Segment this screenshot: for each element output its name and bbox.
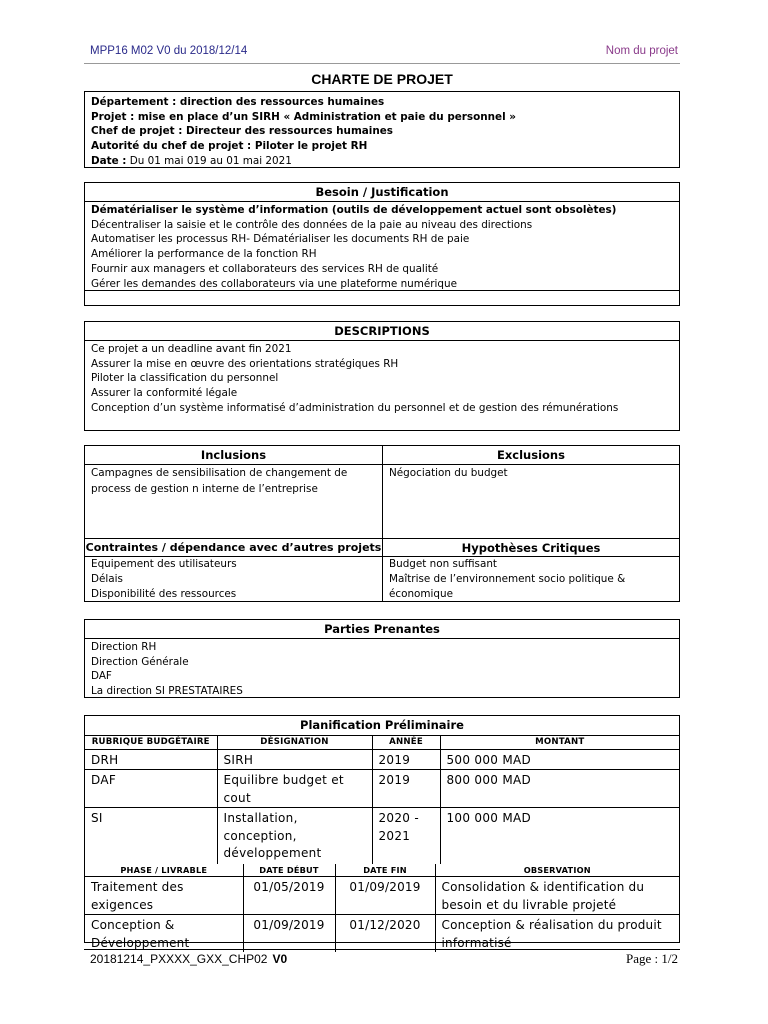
info-project-lead: Chef de projet : Directeur des ressources humaines	[91, 125, 393, 138]
stakeholder-item: DAF	[91, 670, 112, 683]
contrainte-item: Disponibilité des ressources	[91, 588, 237, 600]
page-header	[90, 45, 678, 61]
footer-code: 20181214_PXXXX_GXX_CHP02	[90, 952, 268, 966]
contrainte-item: Délais	[91, 573, 123, 585]
info-date-value: Du 01 mai 019 au 01 mai 2021	[126, 154, 292, 167]
phase-cell: 01/12/2020	[335, 915, 435, 953]
info-authority: Autorité du chef de projet : Piloter le projet RH	[91, 140, 368, 153]
besoin-item: Dématérialiser le système d’information (outils de développement actuel sont obsolètes)	[91, 204, 617, 216]
budget-cell: DAF	[85, 770, 217, 808]
header-divider	[84, 63, 680, 64]
document-reference: MPP16 M02 V0 du 2018/12/14	[90, 45, 248, 57]
scope-section	[84, 445, 680, 602]
description-item: Assurer la conformité légale	[91, 387, 238, 400]
phase-header: OBSERVATION	[435, 864, 679, 877]
exclusions-text: Négociation du budget	[389, 467, 508, 479]
budget-row	[85, 770, 679, 808]
info-project: Projet : mise en place d’un SIRH « Administration et paie du personnel »	[91, 110, 516, 123]
budget-header: RUBRIQUE BUDGÉTAIRE	[85, 736, 217, 749]
budget-header: MONTANT	[440, 736, 679, 749]
besoin-item: Gérer les demandes des collaborateurs via une plateforme numérique	[91, 277, 457, 290]
exclusions-cell	[382, 446, 679, 539]
phase-cell: Conception & réalisation du produit informatisé	[435, 915, 679, 953]
budget-cell: Installation, conception, développement	[217, 808, 372, 864]
besoin-title: Besoin / Justification	[85, 183, 679, 202]
description-item: Ce projet a un deadline avant fin 2021	[91, 343, 292, 355]
besoin-section	[84, 182, 680, 306]
document-title: CHARTE DE PROJET	[311, 71, 453, 87]
phase-cell: Conception & Développement	[85, 915, 243, 953]
budget-table	[85, 736, 679, 864]
contraintes-cell	[85, 538, 382, 601]
budget-cell: 2020 - 2021	[372, 808, 440, 864]
inclusions-text: Campagnes de sensibilisation de changement de process de gestion n interne de l’entreprise	[91, 467, 348, 495]
footer-version: V0	[272, 952, 288, 966]
stakeholders-title: Parties Prenantes	[85, 620, 679, 639]
phase-row	[85, 877, 679, 915]
phase-cell: Traitement des exigences	[85, 877, 243, 915]
info-date-label: Date :	[91, 154, 127, 167]
budget-cell: SI	[85, 808, 217, 864]
phase-cell: Consolidation & identification du besoin et du livrable projeté	[435, 877, 679, 915]
budget-cell: 800 000 MAD	[440, 770, 679, 808]
phase-header-row	[85, 864, 679, 877]
phase-table	[85, 864, 679, 953]
budget-cell: DRH	[85, 749, 217, 770]
stakeholder-item: Direction RH	[91, 641, 157, 653]
besoin-item: Améliorer la performance de la fonction RH	[91, 248, 317, 261]
budget-cell: SIRH	[217, 749, 372, 770]
phase-row	[85, 915, 679, 953]
description-item: Piloter la classification du personnel	[91, 372, 279, 385]
phase-header: DATE FIN	[335, 864, 435, 877]
phase-cell: 01/09/2019	[243, 915, 335, 953]
phase-header: DATE DÉBUT	[243, 864, 335, 877]
hypothese-item: Maîtrise de l’environnement socio politique & économique	[389, 573, 626, 600]
stakeholder-item: Direction Générale	[91, 655, 189, 668]
descriptions-title: DESCRIPTIONS	[85, 322, 679, 341]
footer-document-code	[90, 952, 287, 966]
phase-cell: 01/05/2019	[243, 877, 335, 915]
budget-row	[85, 808, 679, 864]
descriptions-section	[84, 321, 680, 431]
planning-section	[84, 715, 680, 950]
info-date	[85, 154, 679, 169]
budget-cell: Equilibre budget et cout	[217, 770, 372, 808]
budget-header: ANNÉE	[372, 736, 440, 749]
exclusions-title: Exclusions	[383, 446, 679, 465]
budget-header-row	[85, 736, 679, 749]
hypotheses-cell	[382, 538, 679, 601]
planning-title: Planification Préliminaire	[85, 716, 679, 736]
budget-cell: 2019	[372, 770, 440, 808]
budget-cell: 100 000 MAD	[440, 808, 679, 864]
inclusions-title: Inclusions	[85, 446, 382, 465]
besoin-empty-row	[85, 290, 679, 291]
hypothese-item: Budget non suffisant	[389, 558, 497, 570]
inclusions-cell	[85, 446, 382, 539]
description-item: Conception d’un système informatisé d’administration du personnel et de gestion des rémunérations	[91, 401, 619, 414]
hypotheses-title: Hypothèses Critiques	[383, 538, 679, 557]
stakeholders-section	[84, 619, 680, 698]
phase-cell: 01/09/2019	[335, 877, 435, 915]
budget-cell: 2019	[372, 749, 440, 770]
footer-divider	[84, 949, 680, 950]
budget-cell: 500 000 MAD	[440, 749, 679, 770]
project-name: Nom du projet	[605, 45, 678, 57]
project-info-box	[84, 91, 680, 168]
page-number: Page : 1/2	[626, 951, 678, 966]
phase-header: PHASE / LIVRABLE	[85, 864, 243, 877]
stakeholder-item: La direction SI PRESTATAIRES	[91, 685, 243, 698]
budget-row	[85, 749, 679, 770]
besoin-item: Décentraliser la saisie et le contrôle des données de la paie au niveau des directions	[91, 218, 533, 231]
budget-header: DÉSIGNATION	[217, 736, 372, 749]
besoin-item: Automatiser les processus RH- Dématérialiser les documents RH de paie	[91, 233, 470, 246]
info-department: Département : direction des ressources humaines	[91, 96, 385, 108]
contraintes-title: Contraintes / dépendance avec d’autres projets	[85, 538, 382, 557]
description-item: Assurer la mise en œuvre des orientations stratégiques RH	[91, 357, 399, 370]
besoin-item: Fournir aux managers et collaborateurs des services RH de qualité	[91, 262, 439, 275]
contrainte-item: Equipement des utilisateurs	[91, 558, 237, 570]
